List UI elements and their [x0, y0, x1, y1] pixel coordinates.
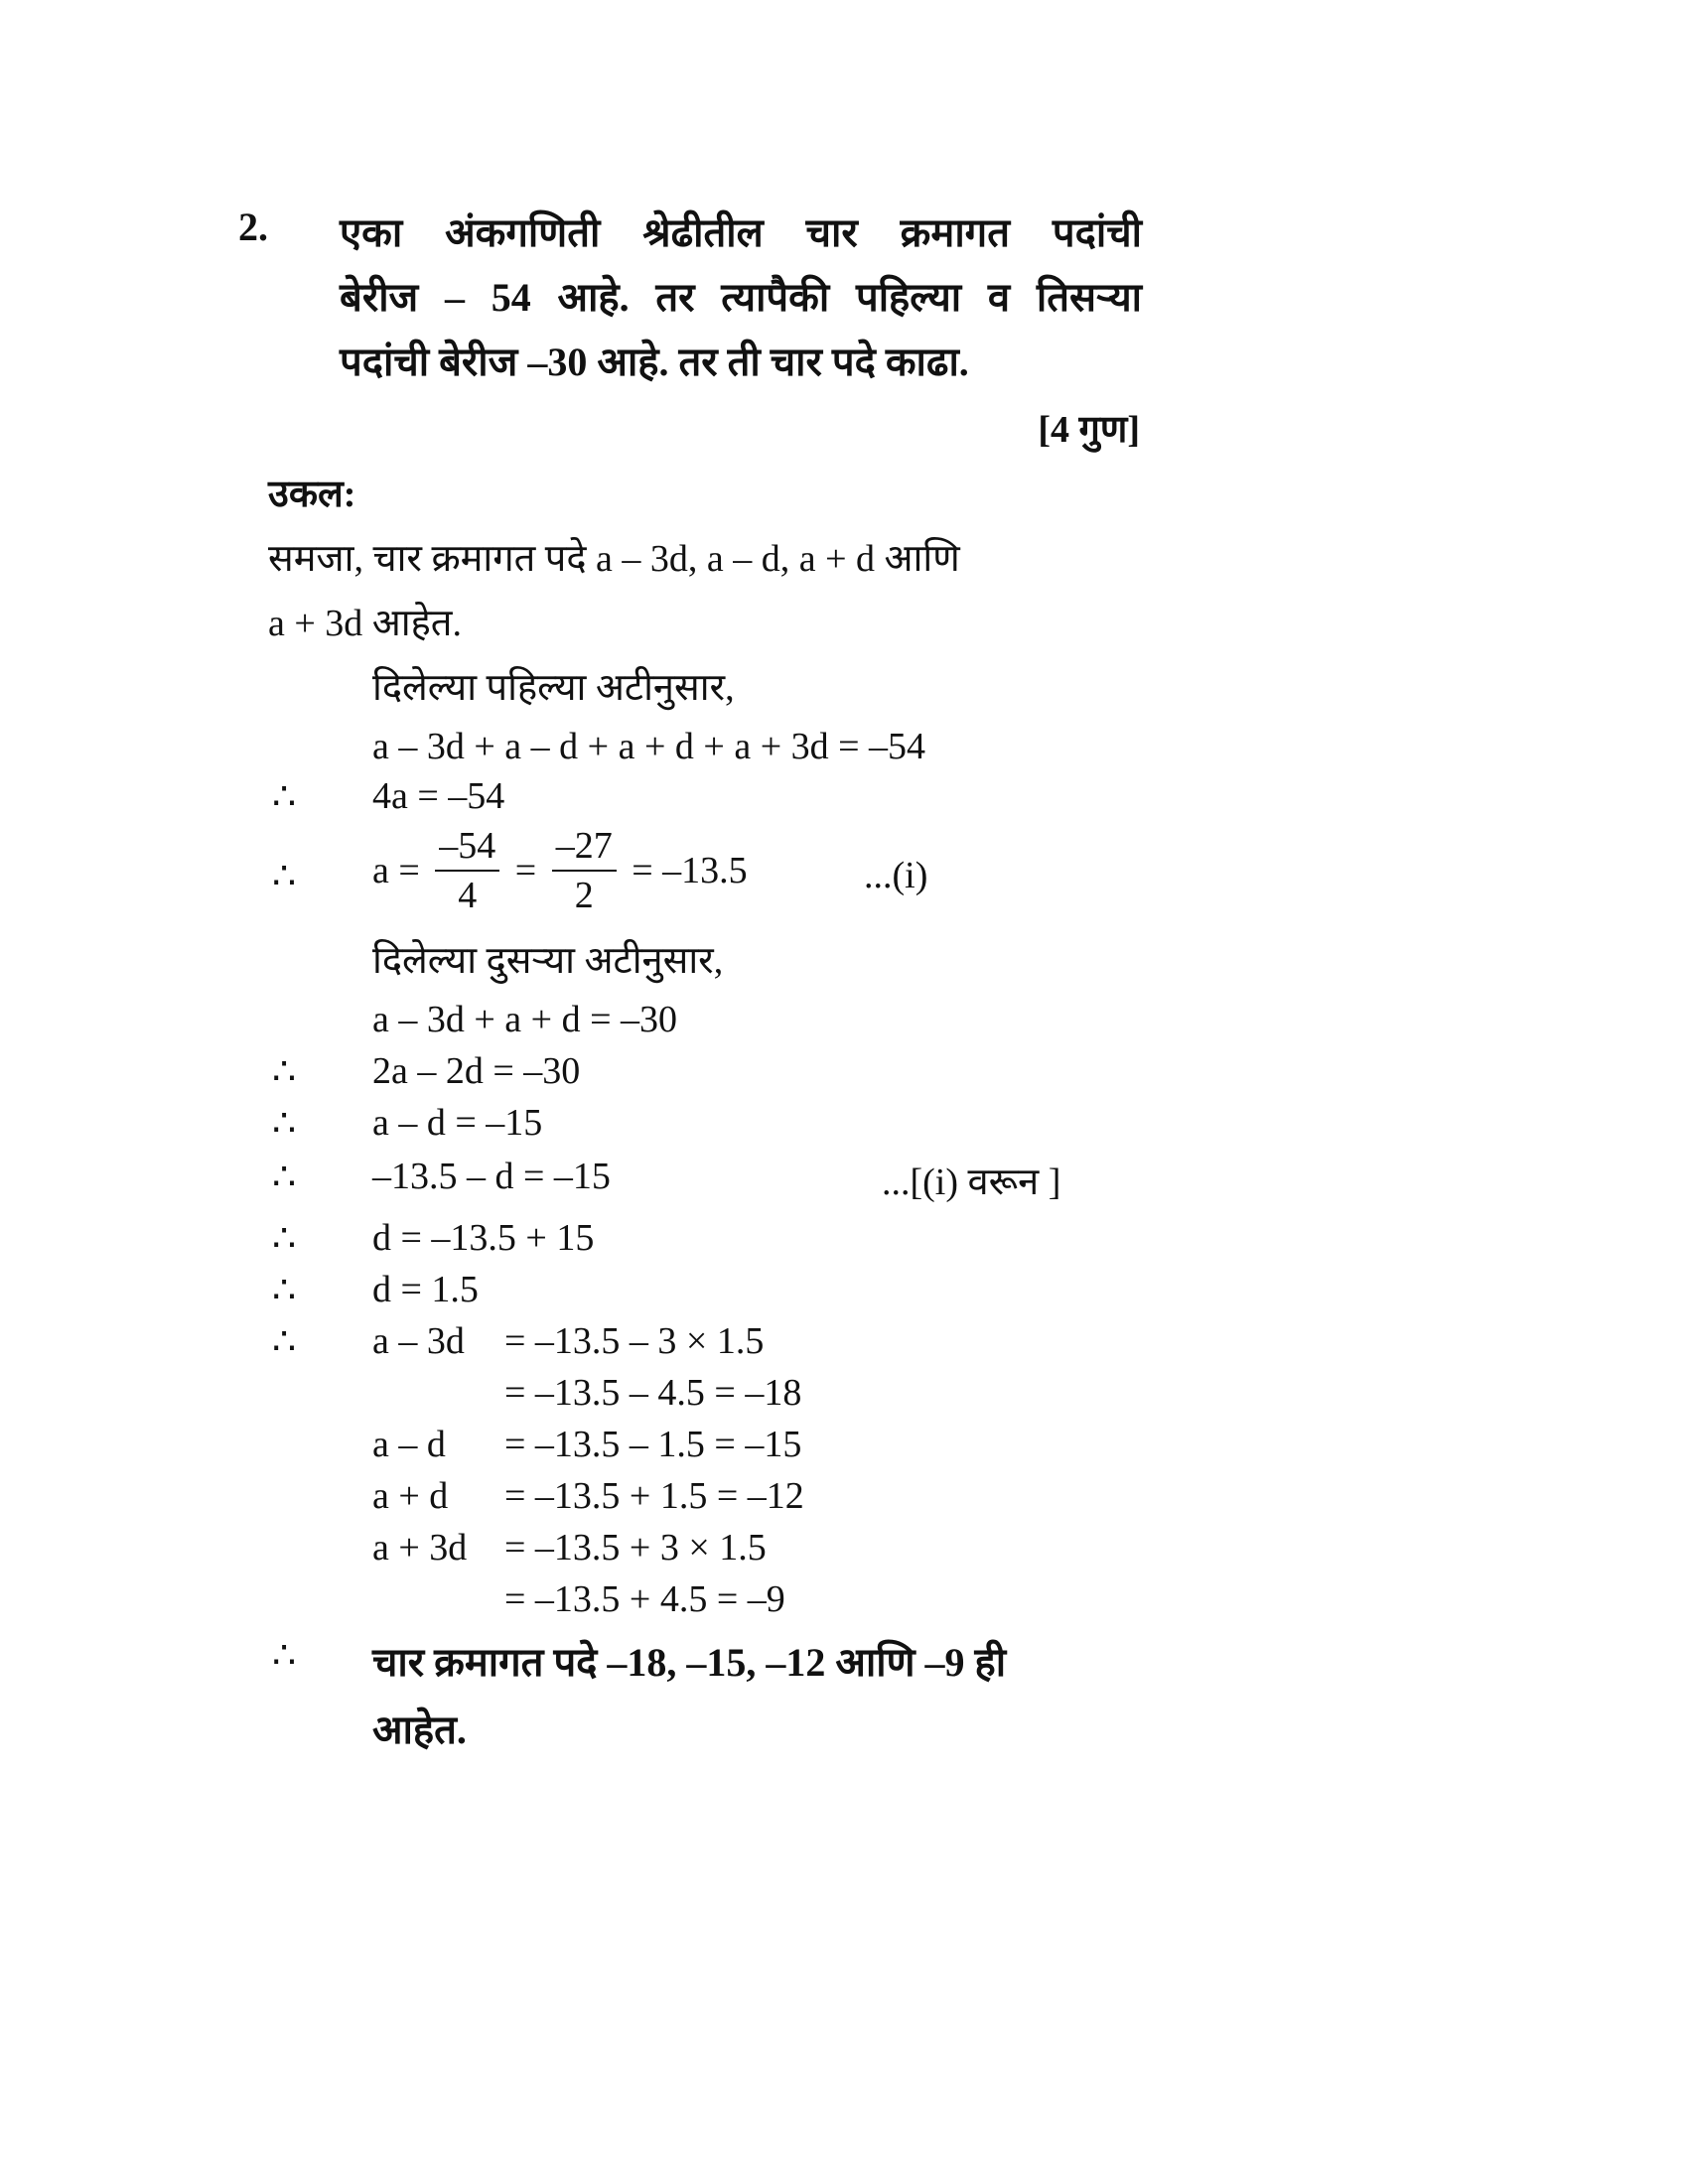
equation-7-tag: ...[(i) वरून ]: [882, 1161, 1061, 1203]
assumption-line-1: समजा, चार क्रमागत पदे a – 3d, a – d, a + d आणि: [268, 538, 960, 580]
term-1b-rhs: = –13.5 – 4.5 = –18: [504, 1372, 802, 1414]
therefore-symbol: ∴: [272, 1157, 297, 1198]
conclusion-line-2: आहेत.: [372, 1707, 467, 1752]
therefore-symbol: ∴: [272, 1635, 297, 1677]
equation-3: [372, 824, 748, 917]
question-marks: [4 गुण]: [1038, 409, 1140, 451]
eq3-lhs: a =: [372, 850, 420, 891]
therefore-symbol: ∴: [272, 1103, 297, 1145]
term-4b-rhs: = –13.5 + 4.5 = –9: [504, 1578, 785, 1620]
term-1-rhs: = –13.5 – 3 × 1.5: [504, 1320, 765, 1362]
question-text-line-3: पदांची बेरीज –30 आहे. तर ती चार पदे काढा.: [340, 340, 969, 384]
fraction-2-numerator: –27: [552, 824, 617, 872]
therefore-symbol: ∴: [272, 1270, 297, 1311]
term-4-lhs: a + 3d: [372, 1527, 468, 1569]
fraction-1: [435, 824, 499, 917]
term-3-rhs: = –13.5 + 1.5 = –12: [504, 1475, 804, 1517]
term-1-lhs: a – 3d: [372, 1320, 465, 1362]
term-4-rhs: = –13.5 + 3 × 1.5: [504, 1527, 767, 1569]
question-text-line-2: बेरीज – 54 आहे. तर त्यापैकी पहिल्या व तिसऱ्या: [340, 275, 1142, 320]
equation-2: 4a = –54: [372, 775, 505, 817]
term-2-lhs: a – d: [372, 1424, 446, 1465]
equation-6: a – d = –15: [372, 1102, 543, 1144]
therefore-symbol: ∴: [272, 1218, 297, 1260]
eq3-rhs: = –13.5: [632, 850, 748, 891]
equation-9: d = 1.5: [372, 1269, 479, 1310]
equation-3-tag: ...(i): [864, 855, 928, 896]
therefore-symbol: ∴: [272, 1321, 297, 1363]
solution-heading: उकल:: [268, 474, 356, 515]
fraction-2-denominator: 2: [574, 875, 594, 916]
question-text-line-1: एका अंकगणिती श्रेढीतील चार क्रमागत पदांची: [340, 210, 1142, 255]
fraction-1-denominator: 4: [458, 875, 478, 916]
equation-4: a – 3d + a + d = –30: [372, 999, 678, 1040]
fraction-1-numerator: –54: [435, 824, 499, 872]
fraction-2: [552, 824, 617, 917]
term-3-lhs: a + d: [372, 1475, 449, 1517]
condition-2-label: दिलेल्या दुसऱ्या अटीनुसार,: [372, 940, 724, 982]
equation-8: d = –13.5 + 15: [372, 1217, 595, 1259]
equation-5: 2a – 2d = –30: [372, 1050, 581, 1092]
condition-1-label: दिलेल्या पहिल्या अटीनुसार,: [372, 667, 735, 709]
therefore-symbol: ∴: [272, 776, 297, 818]
eq3-equals: =: [514, 850, 537, 891]
therefore-symbol: ∴: [272, 856, 297, 897]
question-number: 2.: [238, 205, 268, 249]
equation-7: –13.5 – d = –15: [372, 1156, 611, 1197]
assumption-line-2: a + 3d आहेत.: [268, 603, 462, 644]
term-2-rhs: = –13.5 – 1.5 = –15: [504, 1424, 802, 1465]
therefore-symbol: ∴: [272, 1051, 297, 1093]
equation-1: a – 3d + a – d + a + d + a + 3d = –54: [372, 726, 926, 767]
conclusion-line-1: चार क्रमागत पदे –18, –15, –12 आणि –9 ही: [372, 1640, 1007, 1685]
